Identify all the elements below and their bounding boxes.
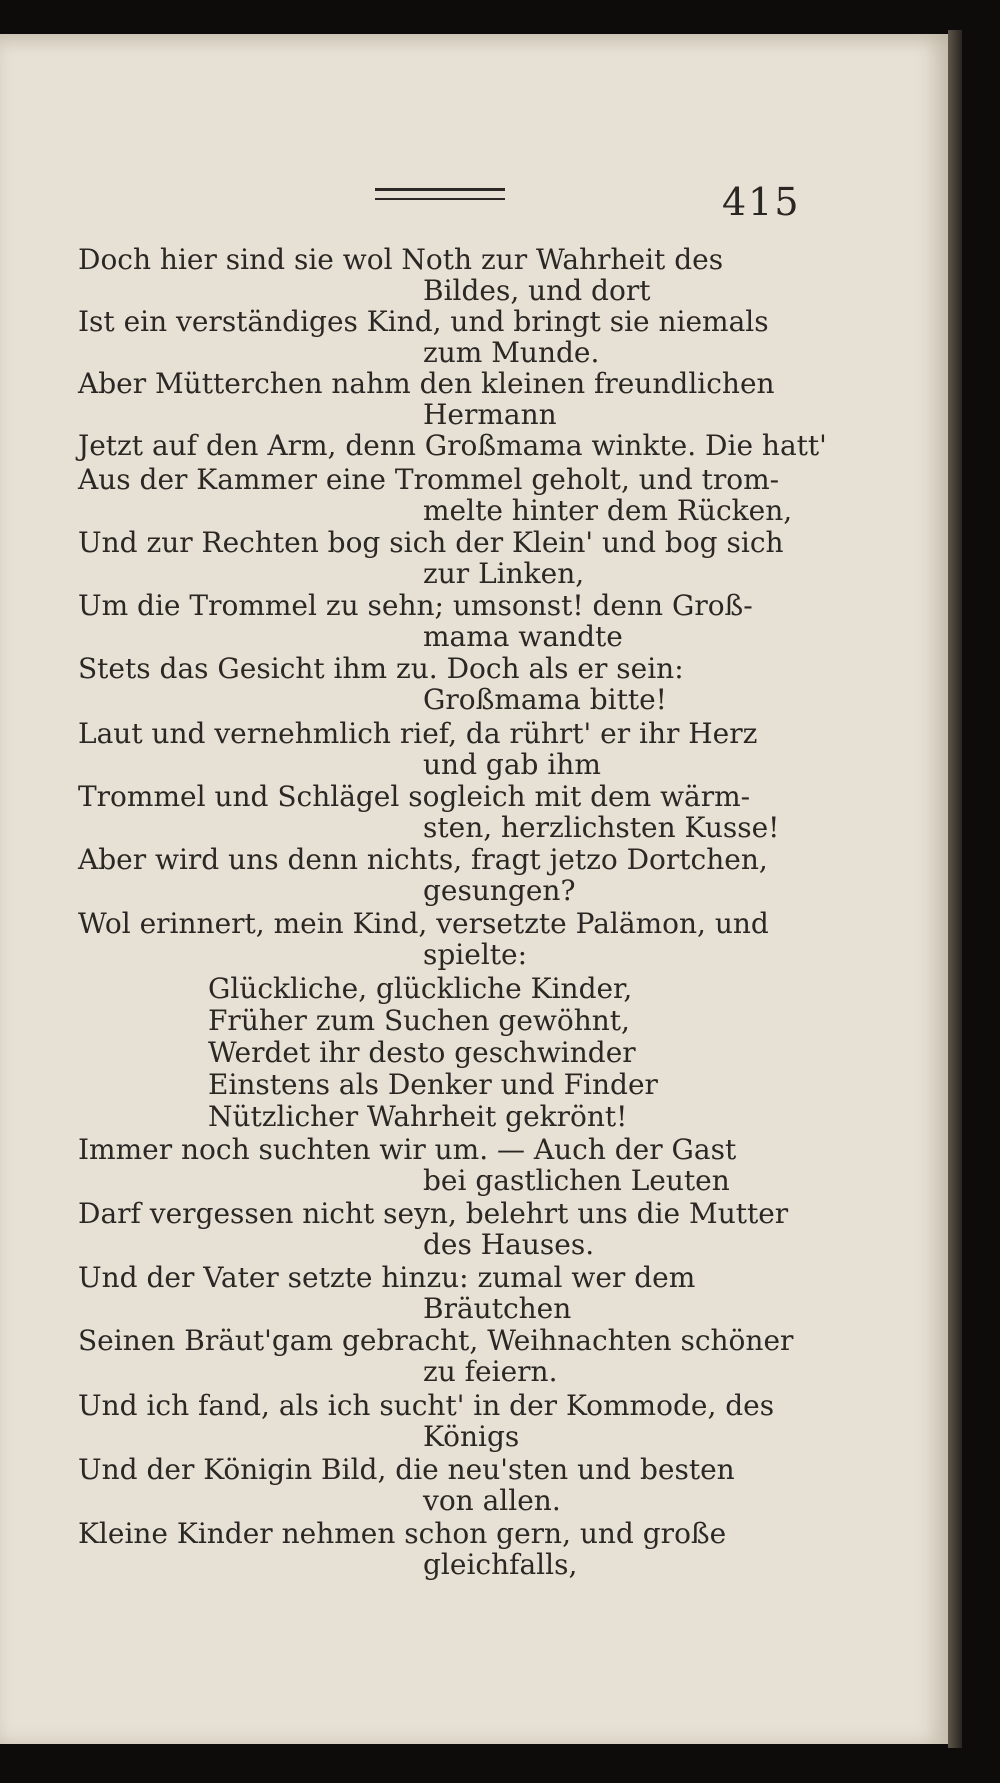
page-edge <box>948 30 962 1748</box>
text-line: Aber wird uns denn nichts, fragt jetzo Dortchen, <box>78 843 768 876</box>
text-line: Und ich fand, als ich sucht' in der Kommode, des <box>78 1389 775 1422</box>
text-line: Und der Vater setzte hinzu: zumal wer dem <box>78 1261 696 1294</box>
text-line: Stets das Gesicht ihm zu. Doch als er sein: <box>78 652 684 685</box>
song-line: Glückliche, glückliche Kinder, <box>208 972 633 1005</box>
text-line: Aber Mütterchen nahm den kleinen freundlichen <box>78 367 775 400</box>
text-line: gesungen? <box>423 874 576 907</box>
text-line: sten, herzlichsten Kusse! <box>423 811 780 844</box>
text-line: zum Munde. <box>423 336 600 369</box>
page-number: 415 <box>722 180 801 224</box>
text-line: von allen. <box>423 1484 561 1517</box>
text-line: Seinen Bräut'gam gebracht, Weihnachten schöner <box>78 1324 794 1357</box>
text-line: Königs <box>423 1420 520 1453</box>
text-line: zu feiern. <box>423 1355 558 1388</box>
text-line: Bräutchen <box>423 1292 572 1325</box>
text-line: Und der Königin Bild, die neu'sten und besten <box>78 1453 735 1486</box>
text-line: Darf vergessen nicht seyn, belehrt uns die Mutter <box>78 1197 789 1230</box>
text-line: des Hauses. <box>423 1228 595 1261</box>
text-line: Aus der Kammer eine Trommel geholt, und trom- <box>78 463 780 496</box>
text-line: melte hinter dem Rücken, <box>423 494 793 527</box>
text-line: gleichfalls, <box>423 1548 578 1581</box>
song-line: Einstens als Denker und Finder <box>208 1068 658 1101</box>
text-line: Kleine Kinder nehmen schon gern, und große <box>78 1517 727 1550</box>
text-line: spielte: <box>423 938 528 971</box>
text-line: Jetzt auf den Arm, denn Großmama winkte. Die hatt' <box>78 429 827 462</box>
text-line: Bildes, und dort <box>423 274 651 307</box>
text-line: Trommel und Schlägel sogleich mit dem wärm- <box>78 780 751 813</box>
text-line: Ist ein verständiges Kind, und bringt sie niemals <box>78 305 769 338</box>
text-line: Wol erinnert, mein Kind, versetzte Palämon, und <box>78 907 769 940</box>
text-line: Immer noch suchten wir um. — Auch der Gast <box>78 1133 737 1166</box>
text-line: und gab ihm <box>423 748 601 781</box>
text-line: Und zur Rechten bog sich der Klein' und bog sich <box>78 526 784 559</box>
text-line: Um die Trommel zu sehn; umsonst! denn Groß- <box>78 589 753 622</box>
song-line: Werdet ihr desto geschwinder <box>208 1036 636 1069</box>
song-line: Nützlicher Wahrheit gekrönt! <box>208 1100 628 1133</box>
text-line: Laut und vernehmlich rief, da rührt' er ihr Herz <box>78 717 758 750</box>
text-line: Hermann <box>423 398 557 431</box>
song-line: Früher zum Suchen gewöhnt, <box>208 1004 630 1037</box>
text-line: bei gastlichen Leuten <box>423 1164 730 1197</box>
text-line: Doch hier sind sie wol Noth zur Wahrheit des <box>78 243 724 276</box>
text-line: mama wandte <box>423 620 623 653</box>
header-rule <box>375 188 505 200</box>
text-line: Großmama bitte! <box>423 683 667 716</box>
text-line: zur Linken, <box>423 557 585 590</box>
